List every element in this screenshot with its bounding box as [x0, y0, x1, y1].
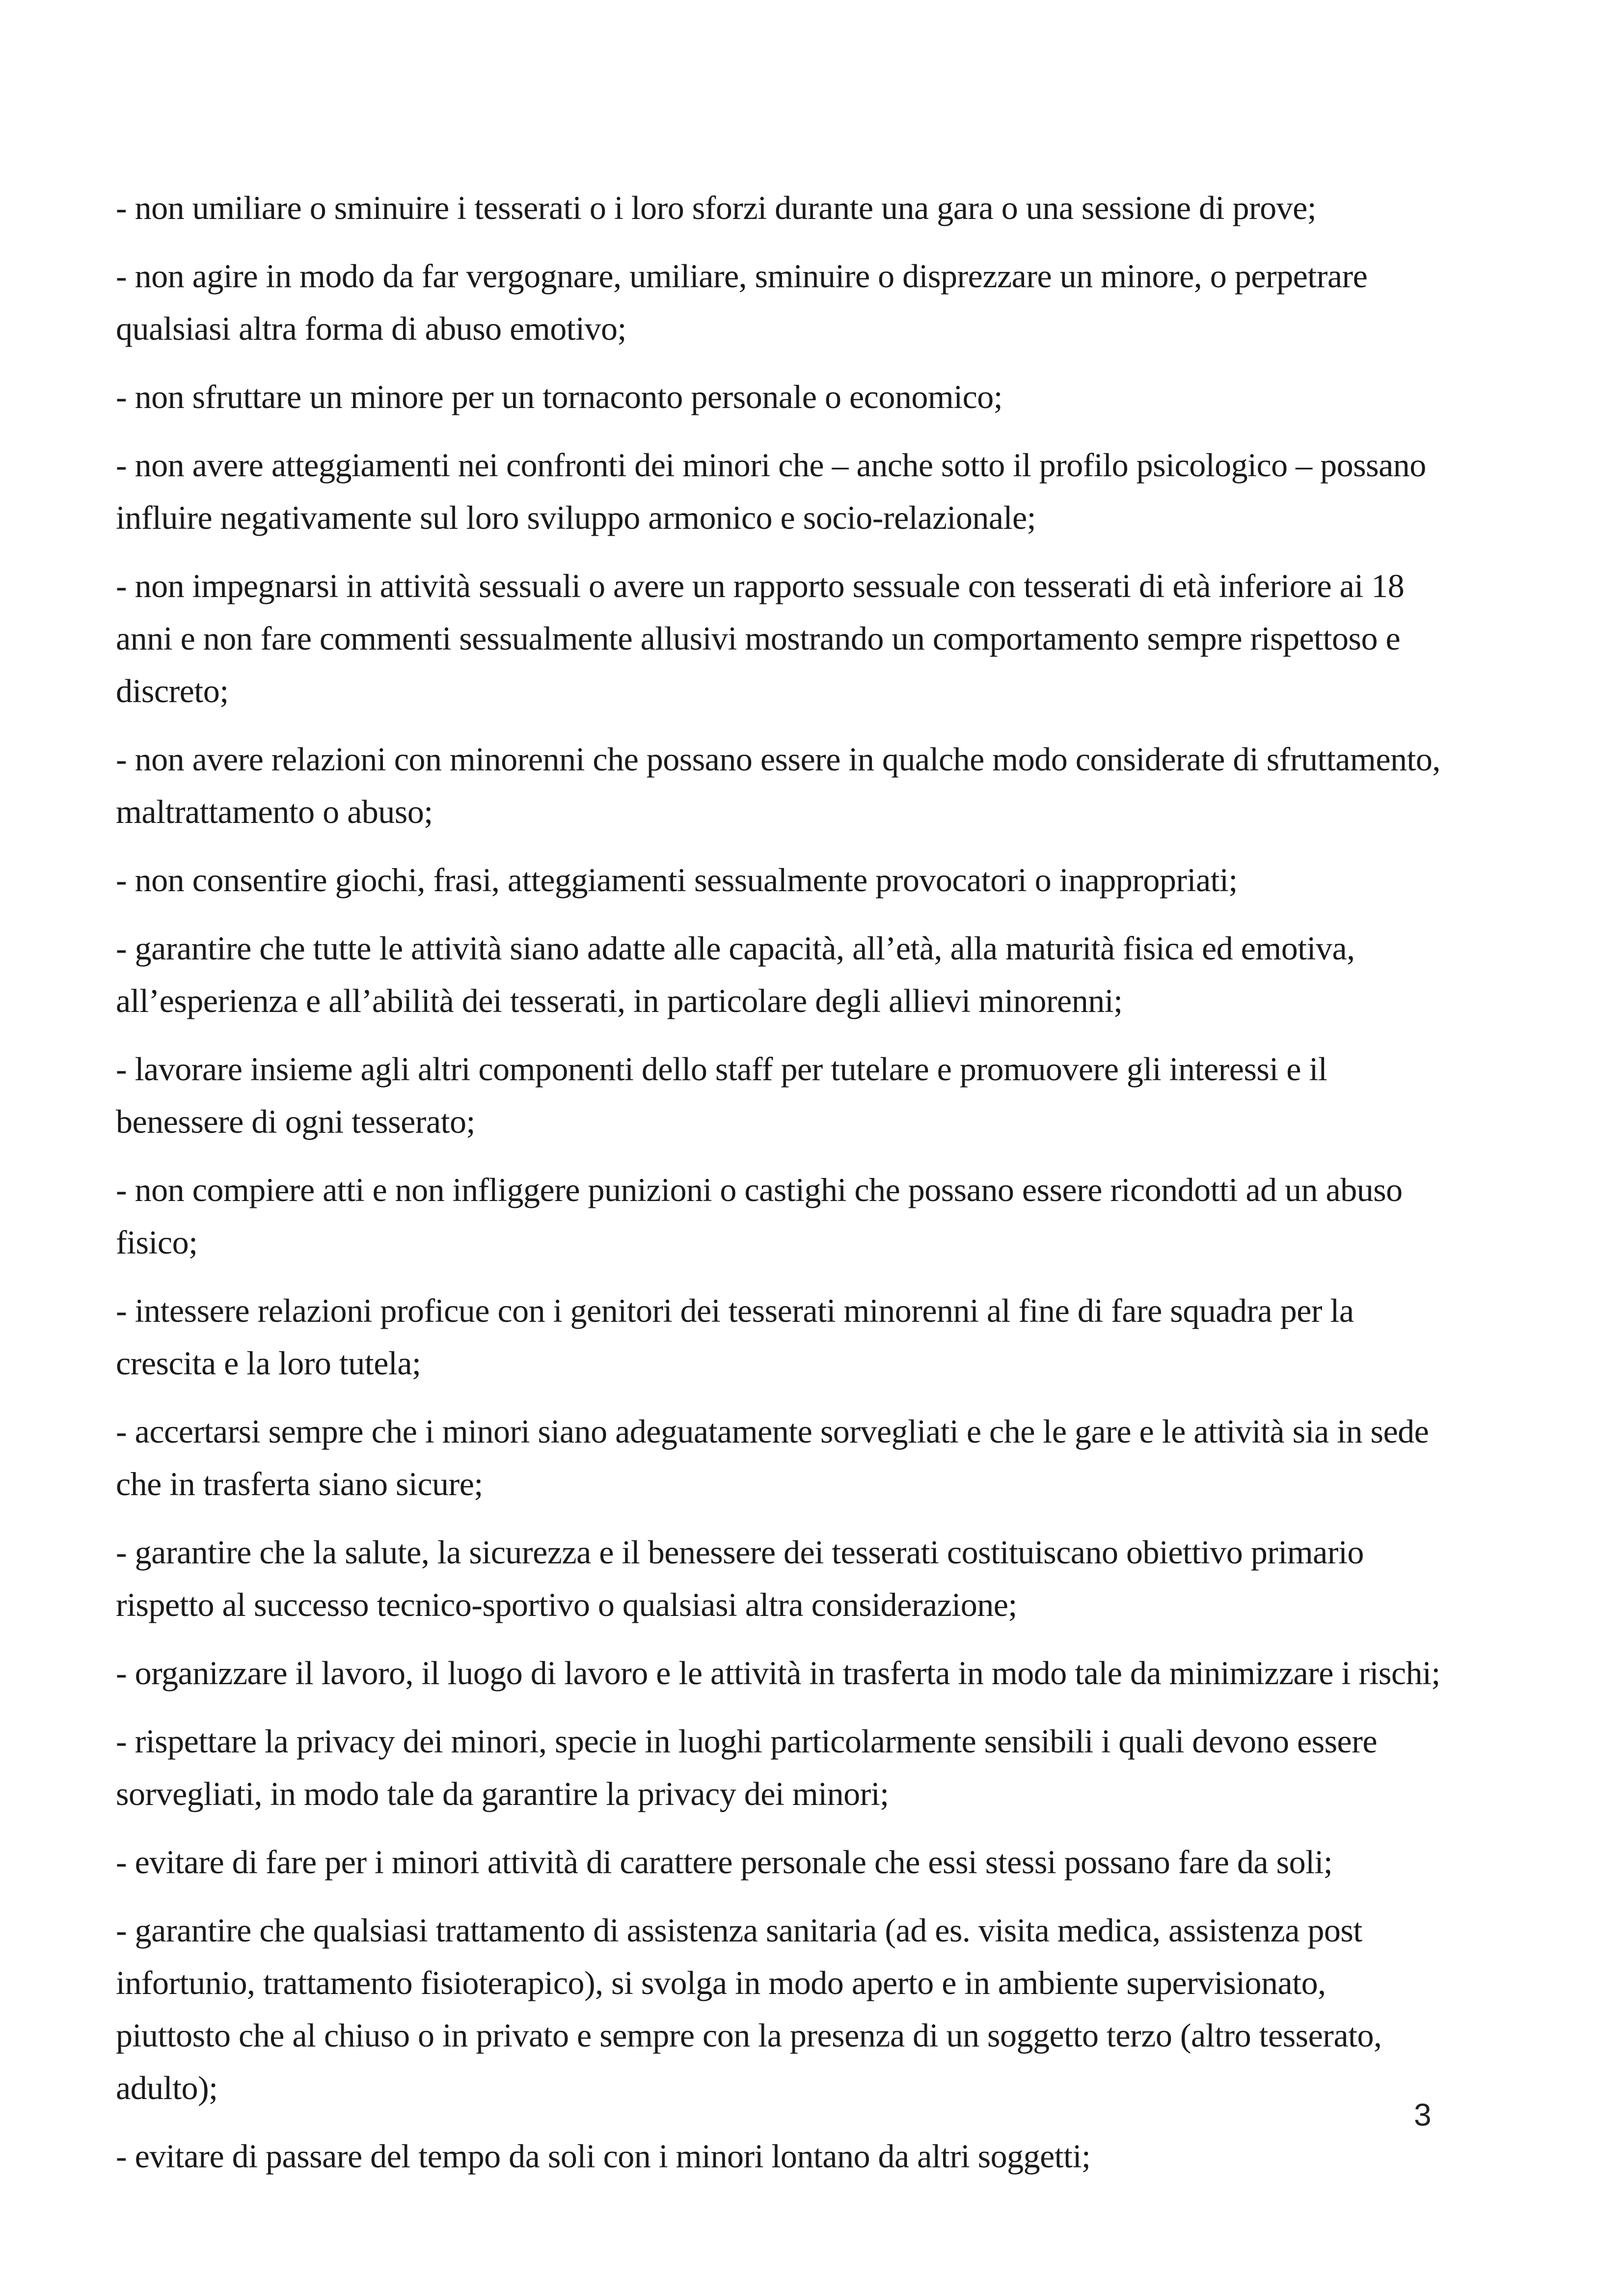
document-body	[116, 182, 1441, 2198]
list-item: - non sfruttare un minore per un tornaconto personale o economico;	[116, 378, 1003, 415]
list-item: - garantire che qualsiasi trattamento di assistenza sanitaria (ad es. visita medica, assistenza post infortunio, trattamento fisioterapico), si svolga in modo aperto e in ambiente supervisionato, piuttosto che al chiuso o in privato e sempre con la presenza di un soggetto terzo (altro tesserato, adulto);	[116, 1912, 1382, 2106]
list-item: - garantire che la salute, la sicurezza e il benessere dei tesserati costituiscano obiettivo primario rispetto al successo tecnico-sportivo o qualsiasi altra considerazione;	[116, 1533, 1364, 1623]
page-number: 3	[1414, 2097, 1432, 2132]
list-item: - evitare di passare del tempo da soli con i minori lontano da altri soggetti;	[116, 2137, 1091, 2175]
list-item: - non consentire giochi, frasi, atteggiamenti sessualmente provocatori o inappropriati;	[116, 861, 1238, 899]
list-item: - evitare di fare per i minori attività di carattere personale che essi stessi possano fare da soli;	[116, 1843, 1333, 1881]
list-item: - non impegnarsi in attività sessuali o avere un rapporto sessuale con tesserati di età inferiore ai 18 anni e non fare commenti sessualmente allusivi mostrando un comportamento sempre rispettoso e discreto;	[116, 567, 1405, 710]
list-item: - intessere relazioni proficue con i genitori dei tesserati minorenni al fine di fare squadra per la crescita e la loro tutela;	[116, 1292, 1354, 1382]
list-item: - non avere atteggiamenti nei confronti dei minori che – anche sotto il profilo psicologico – possano influire negativamente sul loro sviluppo armonico e socio-relazionale;	[116, 446, 1426, 536]
list-item: - non agire in modo da far vergognare, umiliare, sminuire o disprezzare un minore, o perpetrare qualsiasi altra forma di abuso emotivo;	[116, 257, 1368, 347]
list-item: - non compiere atti e non infliggere punizioni o castighi che possano essere ricondotti ad un abuso fisico;	[116, 1171, 1403, 1261]
list-item: - non umiliare o sminuire i tesserati o i loro sforzi durante una gara o una sessione di prove;	[116, 189, 1317, 226]
list-item: - lavorare insieme agli altri componenti dello staff per tutelare e promuovere gli interessi e il benessere di ogni tesserato;	[116, 1050, 1327, 1140]
list-item: - non avere relazioni con minorenni che possano essere in qualche modo considerate di sfruttamento, maltrattamento o abuso;	[116, 740, 1440, 830]
list-item: - organizzare il lavoro, il luogo di lavoro e le attività in trasferta in modo tale da minimizzare i rischi;	[116, 1654, 1440, 1692]
list-item: - garantire che tutte le attività siano adatte alle capacità, all’età, alla maturità fisica ed emotiva, all’esperienza e all’abilità dei tesserati, in particolare degli allievi minorenni;	[116, 929, 1355, 1019]
list-item: - rispettare la privacy dei minori, specie in luoghi particolarmente sensibili i quali devono essere sorvegliati, in modo tale da garantire la privacy dei minori;	[116, 1722, 1378, 1812]
list-item: - accertarsi sempre che i minori siano adeguatamente sorvegliati e che le gare e le attività sia in sede che in trasferta siano sicure;	[116, 1413, 1429, 1503]
